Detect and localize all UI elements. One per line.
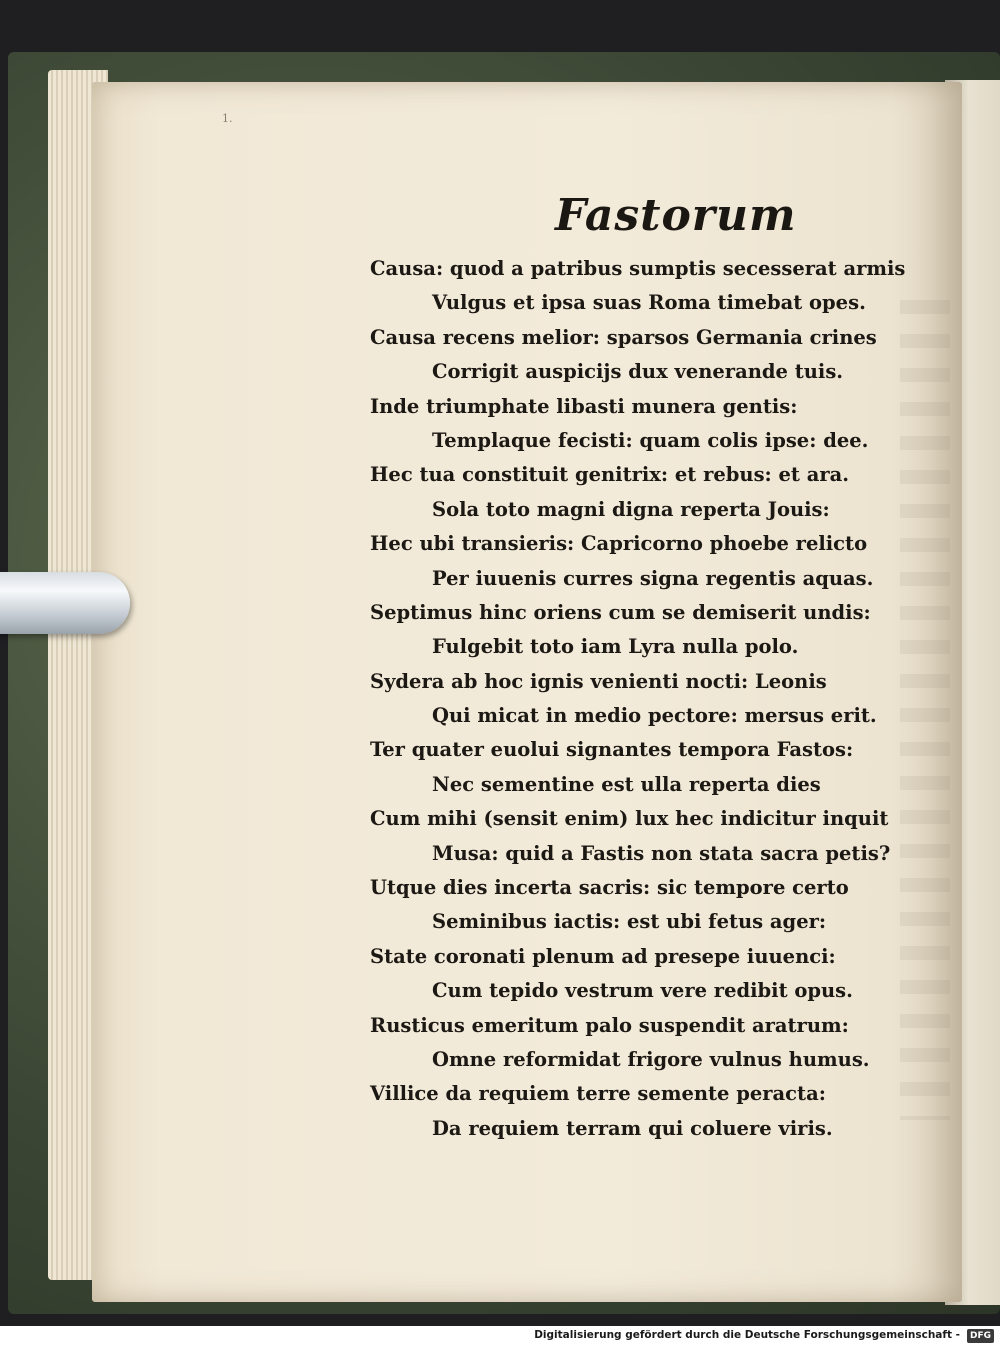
verse-line: Per iuuenis curres signa regentis aquas. [432, 566, 874, 590]
footer-bar [0, 1326, 1000, 1346]
verse-line: Ter quater euolui signantes tempora Fastos: [370, 738, 854, 762]
verse-text [370, 252, 906, 1146]
verse-line: Inde triumphate libasti munera gentis: [370, 394, 798, 418]
verse-line: Musa: quid a Fastis non stata sacra petis? [432, 841, 891, 865]
verse-line: Causa: quod a patribus sumptis secesserat armis [370, 257, 906, 280]
dfg-logo: DFG [967, 1329, 994, 1343]
verse-line: Rusticus emeritum palo suspendit aratrum: [370, 1013, 849, 1037]
verse-line: Corrigit auspicijs dux venerande tuis. [432, 360, 844, 384]
verse-line: Sola toto magni digna reperta Jouis: [432, 497, 830, 521]
verse-line: Vulgus et ipsa suas Roma timebat opes. [432, 291, 866, 315]
folio-mark: 1. [222, 112, 233, 125]
verse-line: Qui micat in medio pectore: mersus erit. [432, 704, 877, 728]
verse-line: Omne reformidat frigore vulnus humus. [432, 1047, 870, 1071]
show-through [900, 300, 950, 1120]
verse-line: Hec ubi transieris: Capricorno phoebe relicto [370, 532, 868, 556]
verse-line: Villice da requiem terre semente peracta: [370, 1082, 826, 1106]
verse-line: Cum tepido vestrum vere redibit opus. [432, 979, 853, 1003]
verse-line: Fulgebit toto iam Lyra nulla polo. [432, 635, 799, 659]
verse-line: Septimus hinc oriens cum se demiserit undis: [370, 600, 871, 624]
verse-line: Cum mihi (sensit enim) lux hec indicitur inquit [370, 807, 889, 831]
verse-line: Hec tua constituit genitrix: et rebus: et ara. [370, 463, 850, 487]
verse-line: State coronati plenum ad presepe iuuenci: [370, 944, 836, 968]
verse-line: Utque dies incerta sacris: sic tempore certo [370, 876, 849, 900]
verse-line: Nec sementine est ulla reperta dies [432, 772, 821, 796]
verse-line: Da requiem terram qui coluere viris. [432, 1116, 833, 1140]
verse-line: Causa recens melior: sparsos Germania crines [370, 325, 877, 349]
glass-rod [0, 572, 130, 634]
footer-credit: Digitalisierung gefördert durch die Deutsche Forschungsgemeinschaft - [534, 1329, 960, 1341]
verse-line: Seminibus iactis: est ubi fetus ager: [432, 910, 827, 934]
verse-line: Sydera ab hoc ignis venienti nocti: Leonis [370, 669, 827, 693]
verse-line: Templaque fecisti: quam colis ipse: dee. [432, 428, 869, 452]
page-heading: Fastorum [555, 190, 797, 241]
